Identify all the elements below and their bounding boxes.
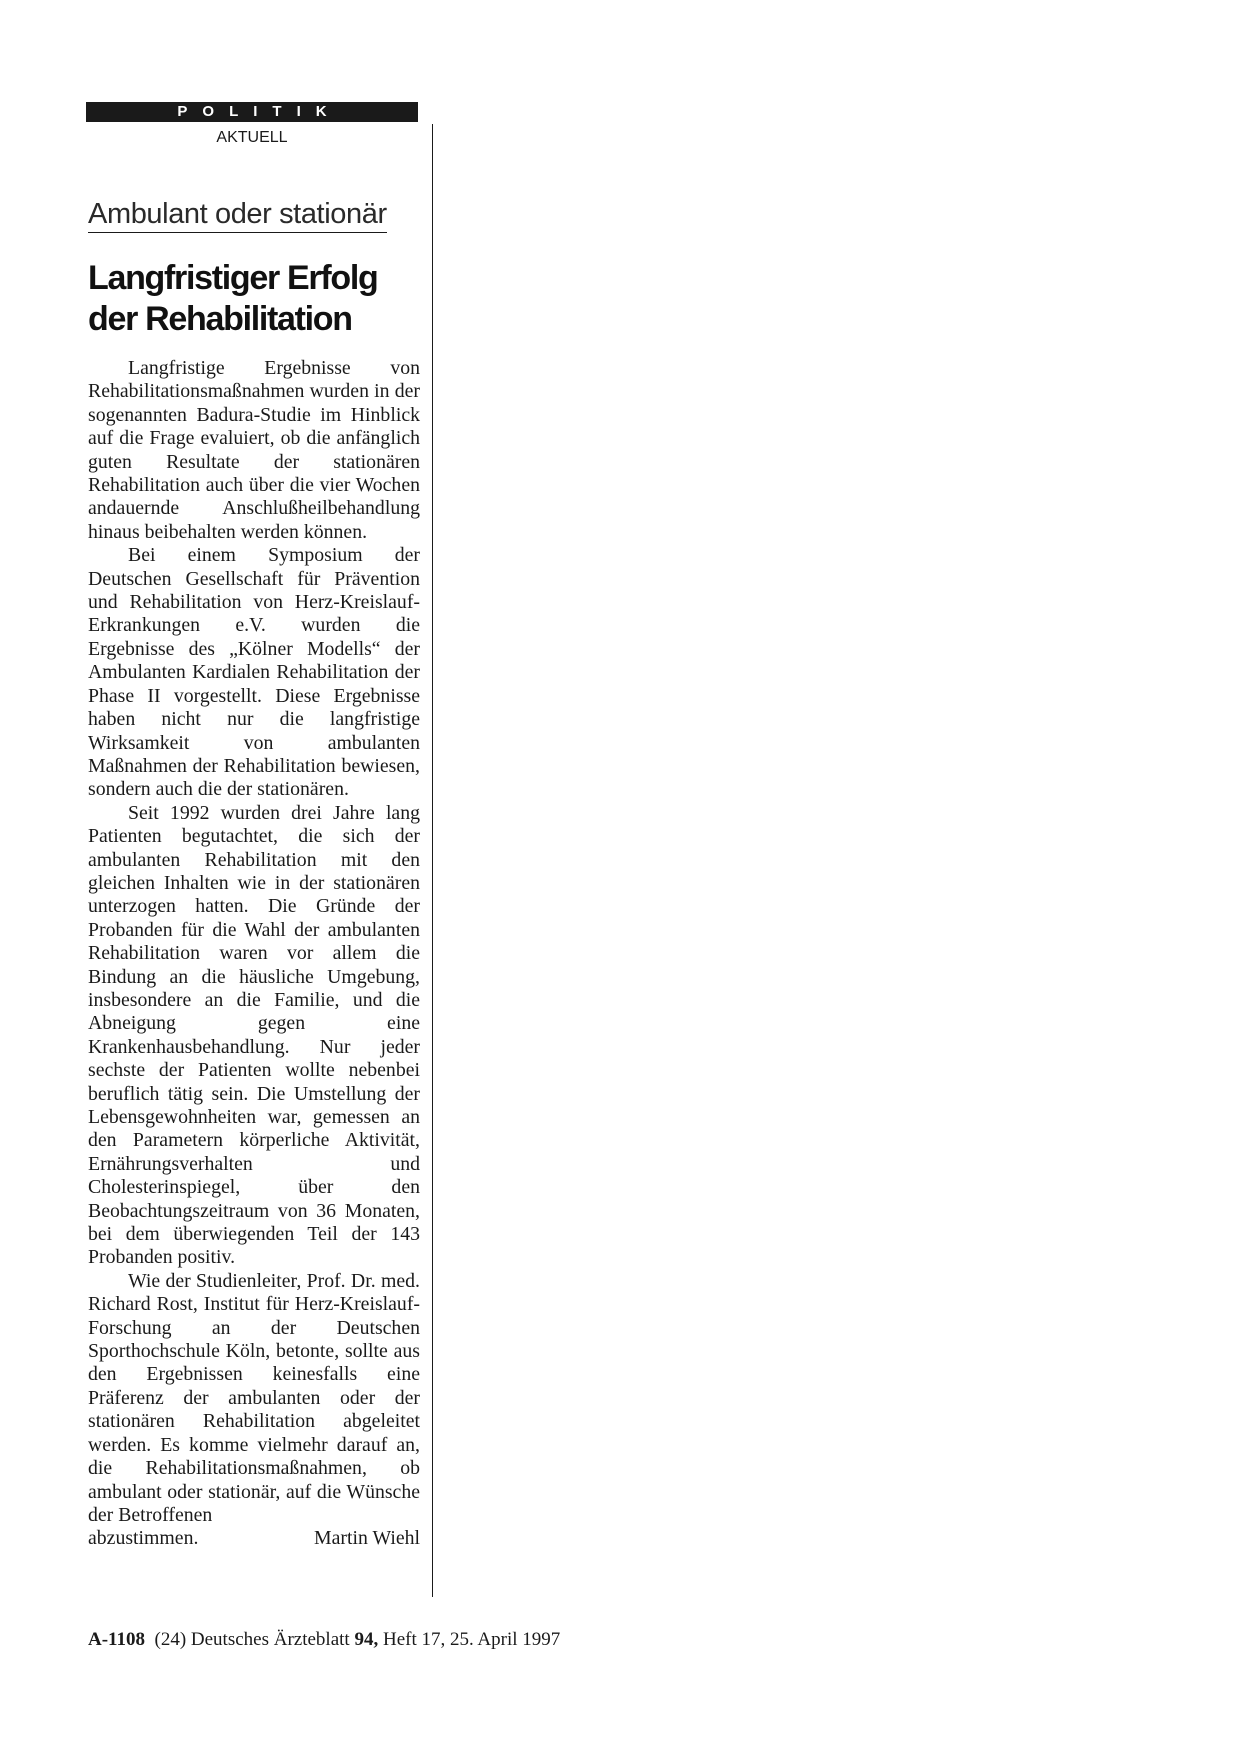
subsection-label: AKTUELL [216,129,288,146]
page-footer [88,1628,560,1652]
closing-words: abzustimmen. [88,1527,199,1550]
issue-prefix: (24) Deutsches Ärzteblatt [154,1629,350,1650]
article-kicker: Ambulant oder stationär [88,196,387,233]
section-label: POLITIK [86,102,418,122]
body-paragraph-2: Bei einem Symposium der Deutschen Gesellschaft für Prävention und Rehabilitation von Herz-Kreislauf-Erkrankungen e.V. wurden die Ergebnisse des „Kölner Modells“ der Ambulanten Kardialen Rehabilitation der Phase II vorgestellt. Diese Ergebnisse haben nicht nur die langfristige Wirksamkeit von ambulanten Maßnahmen der Rehabilitation bewiesen, sondern auch die der stationären. [88,544,420,801]
article-headline [88,258,428,340]
article-body [88,357,420,1551]
volume-number: 94, [354,1629,379,1650]
body-paragraph-3: Seit 1992 wurden drei Jahre lang Patienten begutachtet, die sich der ambulanten Rehabilitation mit den gleichen Inhalten wie in der stationären unterzogen hatten. Die Gründe der Probanden für die Wahl der ambulanten Rehabilitation waren vor allem die Bindung an die häusliche Umgebung, insbesondere an die Familie, und die Abneigung gegen eine Krankenhausbehandlung. Nur jeder sechste der Patienten wollte nebenbei beruflich tätig sein. Die Umstellung der Lebensgewohnheiten war, gemessen an den Parametern körperliche Aktivität, Ernährungsverhalten und Cholesterinspiegel, über den Beobachtungszeitraum von 36 Monaten, bei dem überwiegenden Teil der 143 Probanden positiv. [88,801,420,1269]
closing-line [88,1527,420,1550]
page-reference: A-1108 [88,1629,145,1650]
body-paragraph-1: Langfristige Ergebnisse von Rehabilitationsmaßnahmen wurden in der sogenannten Badura-Studie im Hinblick auf die Frage evaluiert, ob die anfänglich guten Resultate der stationären Rehabilitation auch über die vier Wochen andauernde Anschlußheilbehandlung hinaus beibehalten werden können. [88,357,420,543]
column-divider [432,124,433,1597]
headline-line-2: der Rehabilitation [88,300,352,338]
issue-details: Heft 17, 25. April 1997 [382,1629,561,1650]
headline-line-1: Langfristiger Erfolg [88,259,378,297]
body-paragraph-4 [88,1270,420,1551]
author-name: Martin Wiehl [314,1527,420,1550]
body-paragraph-4-text: Wie der Studienleiter, Prof. Dr. med. Richard Rost, Institut für Herz-Kreislauf-Forschung an der Deutschen Sporthochschule Köln, betonte, sollte aus den Ergebnissen keinesfalls eine Präferenz der ambulanten oder der stationären Rehabilitation abgeleitet werden. Es komme vielmehr darauf an, die Rehabilitationsmaßnahmen, ob ambulant oder stationär, auf die Wünsche der Betroffenen [88,1269,420,1526]
